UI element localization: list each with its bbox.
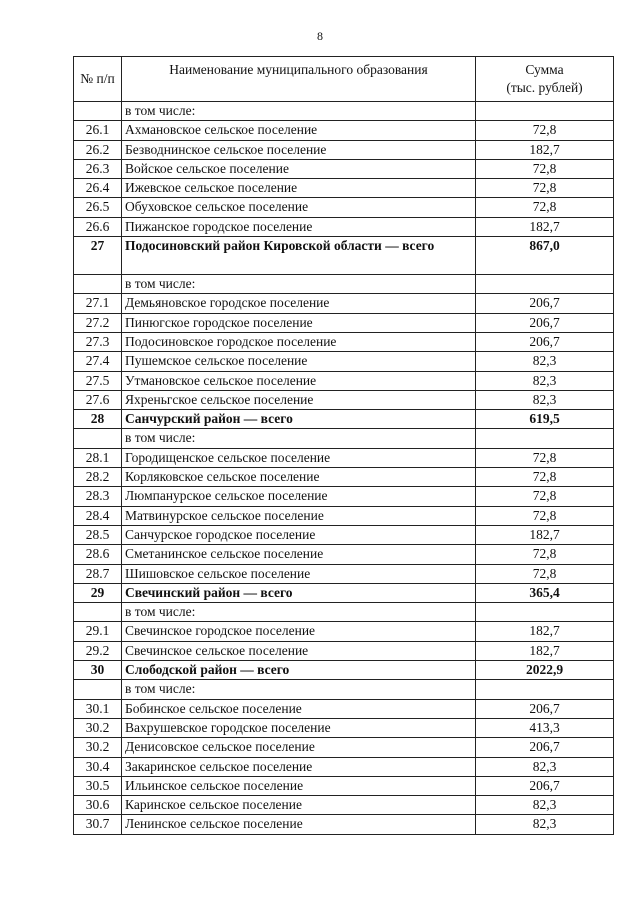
table-row [74, 506, 614, 525]
row-municipality-name: в том числе: [122, 102, 476, 121]
row-municipality-name: Каринское сельское поселение [122, 796, 476, 815]
subheading-row [74, 603, 614, 622]
row-sum [476, 680, 614, 699]
page-number: 8 [317, 29, 323, 43]
table-header-row [74, 57, 614, 102]
row-municipality-name: Закаринское сельское поселение [122, 757, 476, 776]
row-number: 29.2 [74, 641, 122, 660]
table-row [74, 198, 614, 217]
table-row [74, 468, 614, 487]
row-number: 30.6 [74, 796, 122, 815]
header-name-label: Наименование муниципального образования [169, 62, 428, 77]
row-municipality-name: Ленинское сельское поселение [122, 815, 476, 834]
row-sum: 182,7 [476, 140, 614, 159]
row-municipality-name: Городищенское сельское поселение [122, 448, 476, 467]
row-municipality-name: Корляковское сельское поселение [122, 468, 476, 487]
table-row [74, 352, 614, 371]
row-number: 28.7 [74, 564, 122, 583]
row-number: 28.5 [74, 525, 122, 544]
row-number: 30.2 [74, 738, 122, 757]
row-municipality-name: в том числе: [122, 429, 476, 448]
row-number [74, 275, 122, 294]
row-municipality-name: Подосиновский район Кировской области — всего [122, 237, 476, 275]
table-row [74, 371, 614, 390]
table-row [74, 121, 614, 140]
row-sum: 82,3 [476, 352, 614, 371]
row-number [74, 429, 122, 448]
row-number: 26.2 [74, 140, 122, 159]
row-sum: 182,7 [476, 217, 614, 236]
row-number: 30.1 [74, 699, 122, 718]
row-municipality-name: Демьяновское городское поселение [122, 294, 476, 313]
row-municipality-name: Матвинурское сельское поселение [122, 506, 476, 525]
row-municipality-name: Санчурское городское поселение [122, 525, 476, 544]
row-number: 30.2 [74, 718, 122, 737]
subheading-row [74, 680, 614, 699]
municipal-funding-table [73, 56, 614, 835]
row-sum: 72,8 [476, 179, 614, 198]
row-number: 27.2 [74, 313, 122, 332]
row-sum [476, 603, 614, 622]
row-number: 30.7 [74, 815, 122, 834]
row-sum: 206,7 [476, 776, 614, 795]
header-sum-unit: (тыс. рублей) [506, 80, 583, 95]
row-number: 28.2 [74, 468, 122, 487]
row-municipality-name: Ильинское сельское поселение [122, 776, 476, 795]
header-sum [476, 57, 614, 102]
row-sum: 72,8 [476, 468, 614, 487]
row-municipality-name: Слободской район — всего [122, 661, 476, 680]
row-municipality-name: в том числе: [122, 680, 476, 699]
row-number: 28.3 [74, 487, 122, 506]
table-row [74, 718, 614, 737]
row-municipality-name: Пушемское сельское поселение [122, 352, 476, 371]
table-body [74, 102, 614, 835]
row-sum: 82,3 [476, 796, 614, 815]
row-number: 27.6 [74, 390, 122, 409]
row-municipality-name: Пинюгское городское поселение [122, 313, 476, 332]
row-sum: 206,7 [476, 294, 614, 313]
table-row [74, 179, 614, 198]
row-number: 26.5 [74, 198, 122, 217]
row-number: 29.1 [74, 622, 122, 641]
row-number: 28.6 [74, 545, 122, 564]
header-name [122, 57, 476, 102]
row-sum: 206,7 [476, 699, 614, 718]
district-total-row [74, 410, 614, 429]
table-row [74, 796, 614, 815]
row-number: 28.1 [74, 448, 122, 467]
table-row [74, 776, 614, 795]
row-sum: 206,7 [476, 313, 614, 332]
row-sum: 413,3 [476, 718, 614, 737]
district-total-row [74, 661, 614, 680]
row-sum: 867,0 [476, 237, 614, 275]
row-number: 27.5 [74, 371, 122, 390]
district-total-row [74, 583, 614, 602]
row-municipality-name: Бобинское сельское поселение [122, 699, 476, 718]
row-municipality-name: Свечинское сельское поселение [122, 641, 476, 660]
row-municipality-name: Свечинское городское поселение [122, 622, 476, 641]
row-sum: 82,3 [476, 390, 614, 409]
row-number: 29 [74, 583, 122, 602]
row-municipality-name: Ижевское сельское поселение [122, 179, 476, 198]
subheading-row [74, 429, 614, 448]
row-sum: 182,7 [476, 641, 614, 660]
table-row [74, 390, 614, 409]
row-municipality-name: Свечинский район — всего [122, 583, 476, 602]
table-row [74, 313, 614, 332]
table-row [74, 294, 614, 313]
row-sum: 82,3 [476, 757, 614, 776]
row-number: 30 [74, 661, 122, 680]
row-municipality-name: в том числе: [122, 275, 476, 294]
table-row [74, 525, 614, 544]
table-row [74, 448, 614, 467]
table-row [74, 699, 614, 718]
table-row [74, 159, 614, 178]
row-number: 27.1 [74, 294, 122, 313]
table-row [74, 815, 614, 834]
table-row [74, 757, 614, 776]
row-number [74, 680, 122, 699]
row-municipality-name: Пижанское городское поселение [122, 217, 476, 236]
row-municipality-name: Денисовское сельское поселение [122, 738, 476, 757]
row-sum: 365,4 [476, 583, 614, 602]
row-number: 27.3 [74, 332, 122, 351]
row-sum: 619,5 [476, 410, 614, 429]
row-sum: 72,8 [476, 564, 614, 583]
row-number [74, 603, 122, 622]
row-number: 26.6 [74, 217, 122, 236]
row-sum: 206,7 [476, 738, 614, 757]
row-number: 30.5 [74, 776, 122, 795]
row-sum: 72,8 [476, 198, 614, 217]
row-sum: 182,7 [476, 622, 614, 641]
row-municipality-name: в том числе: [122, 603, 476, 622]
row-municipality-name: Утмановское сельское поселение [122, 371, 476, 390]
district-total-row [74, 237, 614, 275]
table-row [74, 564, 614, 583]
row-sum [476, 102, 614, 121]
row-sum [476, 429, 614, 448]
row-sum: 206,7 [476, 332, 614, 351]
row-municipality-name: Вахрушевское городское поселение [122, 718, 476, 737]
subheading-row [74, 275, 614, 294]
row-sum: 182,7 [476, 525, 614, 544]
row-municipality-name: Войское сельское поселение [122, 159, 476, 178]
row-number: 28.4 [74, 506, 122, 525]
header-sum-label: Сумма [525, 62, 564, 77]
row-number: 27 [74, 237, 122, 275]
table-row [74, 332, 614, 351]
row-number: 27.4 [74, 352, 122, 371]
row-number: 26.4 [74, 179, 122, 198]
row-sum: 72,8 [476, 487, 614, 506]
table-row [74, 545, 614, 564]
row-municipality-name: Яхреньгское сельское поселение [122, 390, 476, 409]
row-sum: 72,8 [476, 506, 614, 525]
row-municipality-name: Подосиновское городское поселение [122, 332, 476, 351]
row-number: 28 [74, 410, 122, 429]
row-sum: 72,8 [476, 448, 614, 467]
header-number: № п/п [74, 57, 122, 102]
row-number [74, 102, 122, 121]
row-municipality-name: Сметанинское сельское поселение [122, 545, 476, 564]
row-municipality-name: Санчурский район — всего [122, 410, 476, 429]
row-sum: 82,3 [476, 815, 614, 834]
table-row [74, 738, 614, 757]
row-sum [476, 275, 614, 294]
row-sum: 72,8 [476, 545, 614, 564]
table-row [74, 641, 614, 660]
row-sum: 72,8 [476, 121, 614, 140]
row-number: 30.4 [74, 757, 122, 776]
table-row [74, 217, 614, 236]
table-row [74, 622, 614, 641]
table-row [74, 140, 614, 159]
row-sum: 82,3 [476, 371, 614, 390]
row-municipality-name: Безводнинское сельское поселение [122, 140, 476, 159]
subheading-row [74, 102, 614, 121]
row-sum: 72,8 [476, 159, 614, 178]
row-sum: 2022,9 [476, 661, 614, 680]
row-municipality-name: Люмпанурское сельское поселение [122, 487, 476, 506]
row-municipality-name: Ахмановское сельское поселение [122, 121, 476, 140]
row-number: 26.1 [74, 121, 122, 140]
row-municipality-name: Шишовское сельское поселение [122, 564, 476, 583]
row-municipality-name: Обуховское сельское поселение [122, 198, 476, 217]
row-number: 26.3 [74, 159, 122, 178]
table-row [74, 487, 614, 506]
